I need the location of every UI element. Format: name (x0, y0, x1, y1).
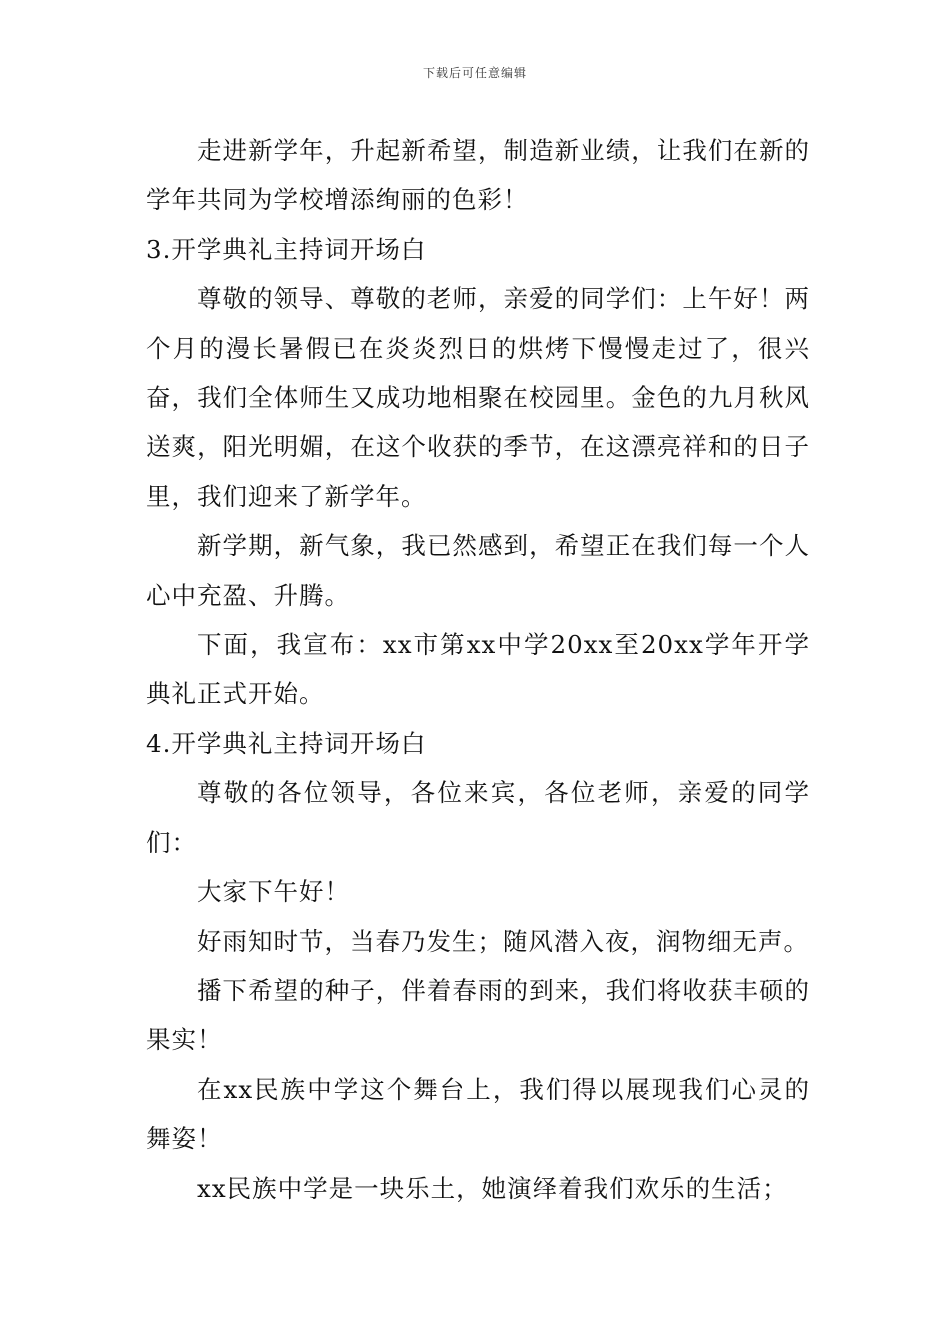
paragraph: 大家下午好！ (197, 877, 350, 907)
paragraph: 好雨知时节，当春乃发生；随风潜入夜，润物细无声。 (197, 926, 809, 956)
section-heading: 3.开学典礼主持词开场白 (146, 234, 427, 264)
paragraph: 新学期，新气象，我已然感到，希望正在我们每一个人心中充盈、升腾。 (146, 531, 810, 610)
paragraph: xx民族中学是一块乐土，她演绎着我们欢乐的生活； (197, 1173, 788, 1203)
section-heading: 4.开学典礼主持词开场白 (146, 728, 427, 758)
paragraph: 尊敬的各位领导，各位来宾，各位老师，亲爱的同学们： (146, 778, 810, 857)
page-header: 下载后可任意编辑 (422, 66, 527, 80)
paragraph: 尊敬的领导、尊敬的老师，亲爱的同学们：上午好！两个月的漫长暑假已在炎炎烈日的烘烤下慢慢走过了，很兴奋，我们全体师生又成功地相聚在校园里。金色的九月秋风送爽，阳光明媚，在这个收获的季节，在这漂亮祥和的日子里，我们迎来了新学年。 (146, 284, 810, 511)
document-body (146, 126, 810, 1213)
paragraph: 在xx民族中学这个舞台上，我们得以展现我们心灵的舞姿！ (146, 1074, 810, 1154)
paragraph: 下面，我宣布：xx市第xx中学20xx至20xx学年开学典礼正式开始。 (146, 630, 810, 709)
paragraph: 播下希望的种子，伴着春雨的到来，我们将收获丰硕的果实！ (146, 975, 810, 1055)
paragraph: 走进新学年，升起新希望，制造新业绩，让我们在新的学年共同为学校增添绚丽的色彩！ (146, 136, 810, 215)
